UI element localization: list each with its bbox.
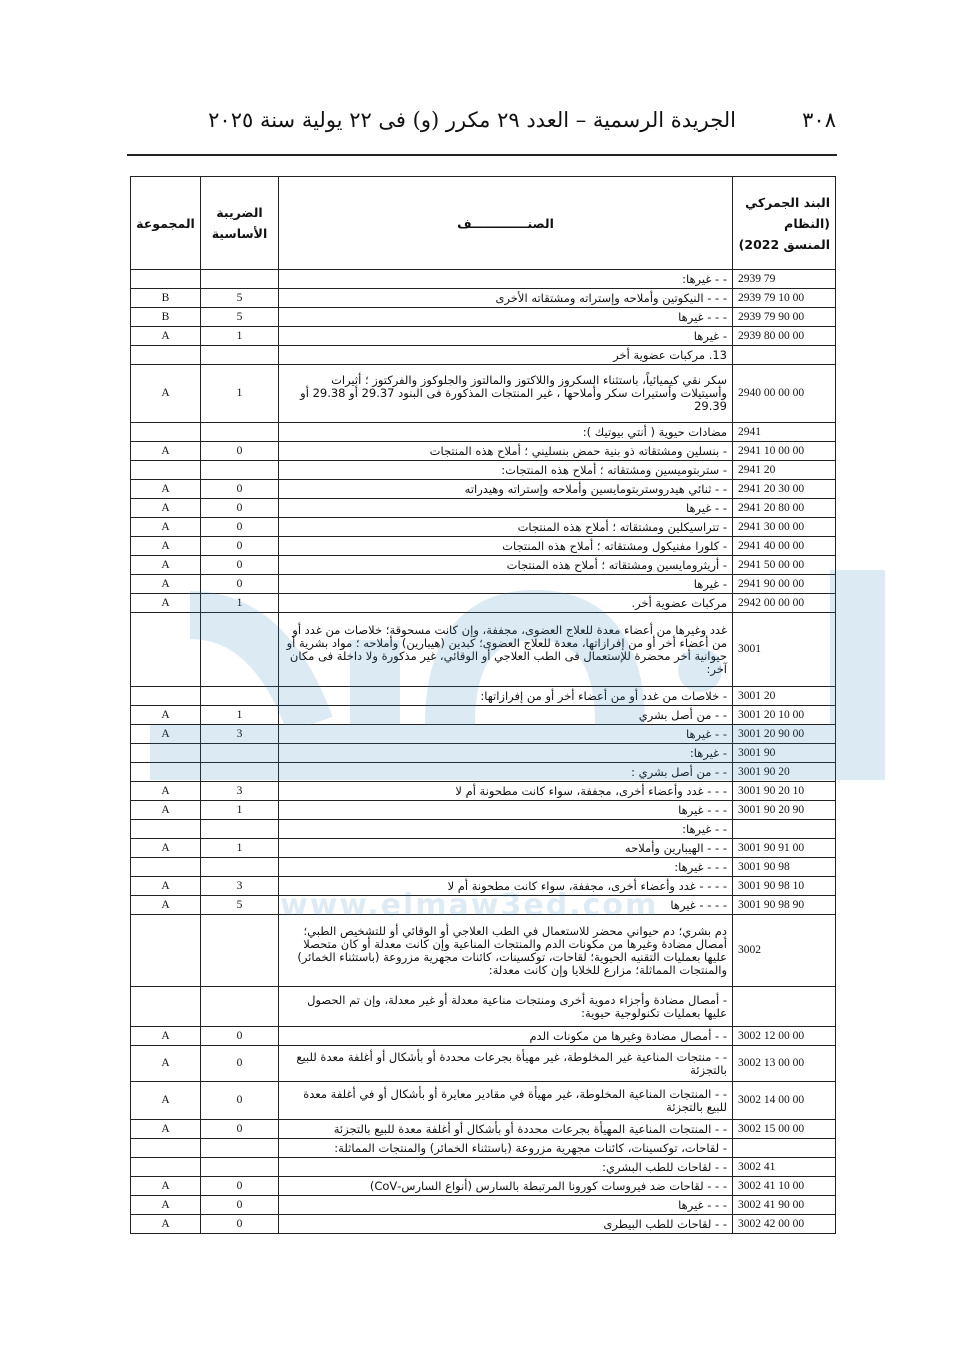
table-row (131, 499, 836, 518)
tariff-code: 2940 00 00 00 (733, 365, 836, 423)
tariff-group: B (131, 289, 201, 308)
table-row (131, 289, 836, 308)
header-rule (127, 154, 837, 156)
basic-tax-rate (201, 423, 279, 442)
table-row (131, 613, 836, 687)
basic-tax-rate: 0 (201, 1027, 279, 1046)
tariff-code: 2941 20 (733, 461, 836, 480)
tariff-group: A (131, 327, 201, 346)
tariff-code: 3001 90 20 10 (733, 782, 836, 801)
basic-tax-rate: 1 (201, 365, 279, 423)
table-row (131, 725, 836, 744)
item-description: - ستربتوميسين ومشتقاته ؛ أملاح هذه المنتجات: (279, 461, 733, 480)
basic-tax-rate: 3 (201, 877, 279, 896)
item-description: - - غيرها (279, 499, 733, 518)
item-description: - غيرها (279, 575, 733, 594)
tariff-group (131, 1139, 201, 1158)
tariff-group (131, 346, 201, 365)
item-description: - - - - غيرها (279, 896, 733, 915)
tariff-code: 2939 79 (733, 270, 836, 289)
tariff-group (131, 1158, 201, 1177)
tariff-code: 2941 40 00 00 (733, 537, 836, 556)
item-description: غدد وغيرها من أعضاء معدة للعلاج العضوى، مجففة، وإن كانت مسحوقة؛ خلاصات من غدد أو من أعضاء أخر أو من إفرازاتها، معدة للعلاج العضوى؛ كبدين (هيبارين) وأملاحه ؛ مواد بشرية أو حيوانية أخر محضرة للإستعمال فى الطب العلاجي أو الوقائي، غير مذكورة ولا داخلة فى مكان آخر: (279, 613, 733, 687)
table-row (131, 575, 836, 594)
table-row (131, 556, 836, 575)
tariff-group (131, 744, 201, 763)
tariff-group: A (131, 594, 201, 613)
tariff-code: 2941 90 00 00 (733, 575, 836, 594)
item-description: - - - النيكوتين وأملاحه وإستراته ومشتقاته الأخرى (279, 289, 733, 308)
table-row (131, 687, 836, 706)
item-description: - لقاحات، توكسينات، كائنات مجهرية مزروعة (باستثناء الخمائر) والمنتجات المماثلة: (279, 1139, 733, 1158)
tariff-code: 2941 50 00 00 (733, 556, 836, 575)
table-row (131, 327, 836, 346)
basic-tax-rate: 1 (201, 801, 279, 820)
tariff-group: A (131, 1027, 201, 1046)
tariff-code (733, 820, 836, 839)
item-description: - أريثرومايسين ومشتقاته ؛ أملاح هذه المنتجات (279, 556, 733, 575)
basic-tax-rate: 3 (201, 725, 279, 744)
tariff-group: A (131, 896, 201, 915)
basic-tax-rate (201, 1158, 279, 1177)
tariff-code: 3001 (733, 613, 836, 687)
basic-tax-rate (201, 987, 279, 1027)
tariff-group: A (131, 442, 201, 461)
tariff-code (733, 346, 836, 365)
tariff-group: A (131, 556, 201, 575)
tariff-code: 3002 15 00 00 (733, 1120, 836, 1139)
page-header (130, 104, 836, 144)
basic-tax-rate (201, 270, 279, 289)
tariff-code: 3001 90 (733, 744, 836, 763)
item-description: - - ثنائي هيدروستربتومايسين وأملاحه وإستراته وهيدراته (279, 480, 733, 499)
tariff-code: 2941 10 00 00 (733, 442, 836, 461)
table-row (131, 270, 836, 289)
basic-tax-rate (201, 1139, 279, 1158)
item-description: - - - غدد وأعضاء أخرى، مجففة، سواء كانت مطحونة أم لا (279, 782, 733, 801)
tariff-code: 3001 90 20 90 (733, 801, 836, 820)
basic-tax-rate (201, 763, 279, 782)
basic-tax-rate: 5 (201, 308, 279, 327)
table-row (131, 442, 836, 461)
tariff-code: 2941 (733, 423, 836, 442)
tariff-group: A (131, 706, 201, 725)
item-description: سكر نقي كيميائياً، باستثناء السكروز واللاكتوز والمالتوز والجلوكوز والفركتوز ؛ أثيرات وأسيتيلات وأستيرات سكر وأملاحها ، غير المنتجات المذكورة فى البنود 29.37 أو 29.38 أو 29.39 (279, 365, 733, 423)
tariff-group: A (131, 1215, 201, 1234)
basic-tax-rate: 1 (201, 327, 279, 346)
item-description: - - - لقاحات ضد فيروسات كورونا المرتبطة بالسارس (أنواع السارس-CoV) (279, 1177, 733, 1196)
basic-tax-rate (201, 687, 279, 706)
header-group: المجموعة (131, 177, 201, 270)
basic-tax-rate: 0 (201, 442, 279, 461)
tariff-group (131, 613, 201, 687)
table-row (131, 1196, 836, 1215)
basic-tax-rate: 0 (201, 1196, 279, 1215)
table-row (131, 461, 836, 480)
basic-tax-rate: 0 (201, 480, 279, 499)
item-description: - أمصال مضادة وأجزاء دموية أخرى ومنتجات مناعية معدلة أو غير معدلة، وإن تم الحصول عليها بعمليات تكنولوجية حيوية: (279, 987, 733, 1027)
basic-tax-rate (201, 744, 279, 763)
basic-tax-rate: 0 (201, 575, 279, 594)
gazette-title: الجريدة الرسمية – العدد ٢٩ مكرر (و) فى ٢٢ يولية سنة ٢٠٢٥ (208, 108, 736, 132)
tariff-group: A (131, 1120, 201, 1139)
header-description: الصنـــــــــــــف (279, 177, 733, 270)
tariff-code: 2942 00 00 00 (733, 594, 836, 613)
tariff-group (131, 461, 201, 480)
basic-tax-rate (201, 820, 279, 839)
basic-tax-rate (201, 858, 279, 877)
basic-tax-rate (201, 613, 279, 687)
tariff-code: 2939 80 00 00 (733, 327, 836, 346)
table-row (131, 744, 836, 763)
table-row (131, 858, 836, 877)
table-row (131, 987, 836, 1027)
basic-tax-rate: 0 (201, 1177, 279, 1196)
table-row (131, 365, 836, 423)
basic-tax-rate: 0 (201, 537, 279, 556)
tariff-code: 3001 90 98 (733, 858, 836, 877)
table-row (131, 1139, 836, 1158)
header-basic-tax: الضريبة الأساسية (201, 177, 279, 270)
basic-tax-rate: 0 (201, 1046, 279, 1082)
basic-tax-rate: 3 (201, 782, 279, 801)
table-header-row (131, 177, 836, 270)
tariff-group (131, 915, 201, 987)
tariff-group (131, 858, 201, 877)
table-row (131, 537, 836, 556)
table-row (131, 1158, 836, 1177)
tariff-code (733, 987, 836, 1027)
basic-tax-rate: 0 (201, 556, 279, 575)
item-description: - - من أصل بشري : (279, 763, 733, 782)
tariff-code: 3002 41 90 00 (733, 1196, 836, 1215)
basic-tax-rate: 1 (201, 839, 279, 858)
table-row (131, 706, 836, 725)
tariff-code: 2939 79 90 00 (733, 308, 836, 327)
basic-tax-rate: 1 (201, 706, 279, 725)
tariff-code: 3002 41 (733, 1158, 836, 1177)
item-description: - - أمصال مضادة وغيرها من مكونات الدم (279, 1027, 733, 1046)
table-row (131, 1120, 836, 1139)
table-row (131, 782, 836, 801)
page-number: ٣٠٨ (802, 108, 836, 132)
basic-tax-rate: 0 (201, 1082, 279, 1120)
item-description: - - من أصل بشري (279, 706, 733, 725)
table-row (131, 594, 836, 613)
tariff-group (131, 763, 201, 782)
tariff-code: 3002 14 00 00 (733, 1082, 836, 1120)
item-description: - - - الهيبارين وأملاحه (279, 839, 733, 858)
item-description: - - - غيرها (279, 801, 733, 820)
item-description: - - لقاحات للطب البشري: (279, 1158, 733, 1177)
table-row (131, 518, 836, 537)
tariff-code: 3001 90 98 10 (733, 877, 836, 896)
basic-tax-rate: 0 (201, 518, 279, 537)
item-description: - - لقاحات للطب البيطرى (279, 1215, 733, 1234)
tariff-code: 2941 30 00 00 (733, 518, 836, 537)
tariff-code: 3001 20 (733, 687, 836, 706)
header-code: البند الجمركي (النظام المنسق 2022) (733, 177, 836, 270)
table-row (131, 1027, 836, 1046)
tariff-code: 3002 (733, 915, 836, 987)
tariff-group: A (131, 537, 201, 556)
tariff-group (131, 987, 201, 1027)
table-row (131, 1046, 836, 1082)
item-description: - بنسلين ومشتقاته ذو بنية حمض بنسليني ؛ أملاح هذه المنتجات (279, 442, 733, 461)
tariff-code: 2941 20 30 00 (733, 480, 836, 499)
table-row (131, 480, 836, 499)
tariff-code: 3001 20 10 00 (733, 706, 836, 725)
basic-tax-rate (201, 461, 279, 480)
table-row (131, 915, 836, 987)
tariff-code: 3002 41 10 00 (733, 1177, 836, 1196)
item-description: دم بشري؛ دم حيواني محضر للاستعمال في الطب العلاجي أو الوقائي أو للتشخيص الطبي؛ أمصال مضادة وغيرها من مكونات الدم والمنتجات المناعية وإن كانت معدلة أو كان متحصلا عليها بعمليات التقنيه الحيوية؛ لقاحات، توكسينات، كائنات مجهرية مزروعة (باستثناء الخمائر) والمنتجات المماثلة؛ مزارع للخلايا وإن كانت معدلة: (279, 915, 733, 987)
tariff-group: A (131, 877, 201, 896)
basic-tax-rate: 1 (201, 594, 279, 613)
tariff-code: 3001 90 98 90 (733, 896, 836, 915)
item-description: - - المنتجات المناعية المخلوطة، غير مهيأة في مقادير معايرة أو بأشكال أو في أغلفة معدة للبيع بالتجزئة (279, 1082, 733, 1120)
item-description: - - - غيرها (279, 1196, 733, 1215)
basic-tax-rate: 5 (201, 289, 279, 308)
tariff-group: B (131, 308, 201, 327)
item-description: - - - - غدد وأعضاء أخرى، مجففة، سواء كانت مطحونة أم لا (279, 877, 733, 896)
table-row (131, 839, 836, 858)
table-row (131, 896, 836, 915)
item-description: - - منتجات المناعية غير المخلوطة، غير مهيأة بجرعات محددة أو بأشكال أو أغلفة معدة للبيع بالتجزئة (279, 1046, 733, 1082)
item-description: - خلاصات من غدد أو من أعضاء أخر أو من إفرازاتها: (279, 687, 733, 706)
tariff-group (131, 423, 201, 442)
tariff-code: 3002 12 00 00 (733, 1027, 836, 1046)
item-description: - تتراسيكلين ومشتقاته ؛ أملاح هذه المنتجات (279, 518, 733, 537)
basic-tax-rate: 5 (201, 896, 279, 915)
item-description: 13. مركبات عضوية أخر (279, 346, 733, 365)
tariff-code: 3001 20 90 00 (733, 725, 836, 744)
tariff-code: 3001 90 91 00 (733, 839, 836, 858)
table-row (131, 346, 836, 365)
table-row (131, 801, 836, 820)
table-row (131, 423, 836, 442)
table-body (131, 270, 836, 1234)
table-row (131, 877, 836, 896)
tariff-group: A (131, 1196, 201, 1215)
item-description: - - غيرها (279, 725, 733, 744)
tariff-code: 3001 90 20 (733, 763, 836, 782)
tariff-group: A (131, 1177, 201, 1196)
basic-tax-rate: 0 (201, 1120, 279, 1139)
item-description: - غيرها (279, 327, 733, 346)
tariff-group: A (131, 801, 201, 820)
item-description: - - المنتجات المناعية المهيأة بجرعات محددة أو بأشكال أو أغلفة معدة للبيع بالتجزئة (279, 1120, 733, 1139)
tariff-group: A (131, 499, 201, 518)
item-description: - - غيرها: (279, 820, 733, 839)
tariff-group (131, 820, 201, 839)
tariff-group: A (131, 480, 201, 499)
tariff-group: A (131, 1082, 201, 1120)
basic-tax-rate: 0 (201, 499, 279, 518)
table-row (131, 1215, 836, 1234)
tariff-code (733, 1139, 836, 1158)
basic-tax-rate (201, 915, 279, 987)
tariff-group (131, 687, 201, 706)
tariff-group: A (131, 1046, 201, 1082)
item-description: - - غيرها: (279, 270, 733, 289)
item-description: - - - غيرها (279, 308, 733, 327)
table-row (131, 763, 836, 782)
tariff-group (131, 270, 201, 289)
tariff-group: A (131, 839, 201, 858)
tariff-group: A (131, 365, 201, 423)
basic-tax-rate: 0 (201, 1215, 279, 1234)
tariff-group: A (131, 518, 201, 537)
watermark-url: www.elmaw3ed.com (280, 888, 659, 923)
tariff-code: 3002 13 00 00 (733, 1046, 836, 1082)
item-description: - كلورا مفنيكول ومشتقاته ؛ أملاح هذه المنتجات (279, 537, 733, 556)
tariff-table (130, 176, 836, 1234)
item-description: مركبات عضوية أخر. (279, 594, 733, 613)
item-description: مضادات حيوية ( أنتي بيوتيك ): (279, 423, 733, 442)
tariff-group: A (131, 782, 201, 801)
basic-tax-rate (201, 346, 279, 365)
item-description: - غيرها: (279, 744, 733, 763)
tariff-code: 3002 42 00 00 (733, 1215, 836, 1234)
tariff-code: 2939 79 10 00 (733, 289, 836, 308)
table-row (131, 308, 836, 327)
item-description: - - - غيرها: (279, 858, 733, 877)
tariff-code: 2941 20 80 00 (733, 499, 836, 518)
table-row (131, 1177, 836, 1196)
table-row (131, 820, 836, 839)
table-row (131, 1082, 836, 1120)
tariff-group: A (131, 725, 201, 744)
tariff-group: A (131, 575, 201, 594)
